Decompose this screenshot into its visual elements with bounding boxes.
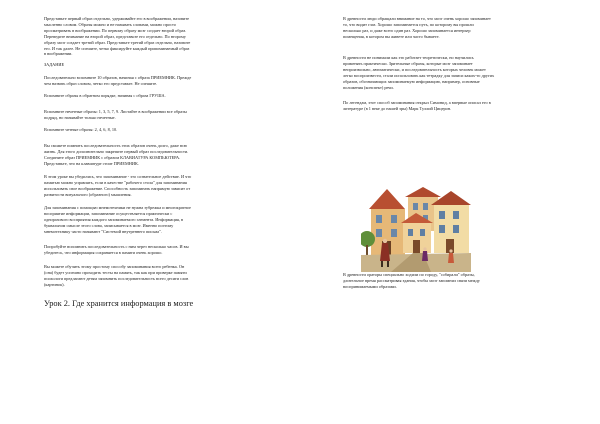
- paragraph-task-even: Вспомните четные образы: 2, 4, 6, 8, 10.: [44, 127, 118, 132]
- assignment-label: ЗАДАНИЕ: [44, 62, 65, 67]
- paragraph-mnemonics: Для запоминания с помощью мнемотехники не нужна зубрежка и многократное восприятие информации, запоминание осуществляется практически с одноразового восприятия каждого запоминаемого элемента. Информация, в буквальном смысле этого слова, записывается в мозг. Именно поэтому мнемотехнику часто называют "Системой внутреннего письма".: [44, 205, 191, 234]
- paragraph-conscious-action: В этом уроке вы убедились, что запоминание - это сознательное действие. И что памятью можно управлять, если в качестве "рабочего стола" для запоминания использовать свое воображение. Способность запоминать напрямую зависит от развитости визуального (образного) мышления.: [44, 174, 192, 197]
- paragraph-task-odd: Вспомните нечетные образы: 1, 3, 5, 7, 9. Листайте в воображении все образы подряд, но называйте только нечетные.: [44, 109, 187, 120]
- town-street-scene-illustration: [361, 183, 471, 272]
- paragraph-practice: В древности не понимали как это работает теоретически, но научились применять практически. Зрительные образы, которые мозг запоминает непроизвольно, автоматически, и последовательность которых человек может легко воспроизвести, стали использовать как тетрадку для записи каких-то других образов, обозначающих запоминаемую информацию, например, основные положения (конспект) речи.: [343, 55, 495, 90]
- paragraph-long-term: Вы сможете помнить последовательность этих образов очень долго, даже всю жизнь. Для этого дополнительно закрепите первый образ последовательности. Соедините образ ПРИЕМНИК с образом КЛАВИАТУРА КОМПЬЮТЕРА. Представьте, что на клавиатуре стоит ПРИЕМНИК.: [44, 143, 189, 166]
- paragraph-task-recall: Последовательно вспомните 10 образов, начиная с образа ПРИЕМНИК. Прежде чем назвать образ словом, четко его представьте. Не спешите.: [44, 75, 192, 86]
- paragraph-intro: Представьте первый образ отдельно, удерживайте его в воображении, назовите мысленно словом. Образы можно и не называть словами, можно просто просматривать в воображении. По первому образу мозг создает второй образ. Переведите внимание на второй образ, представьте его отдельно. По второму образу мозг создает третий образ. Представьте третий образ отдельно, назовите его. И так далее. Не спешите, четко фиксируйте каждый припоминаемый образ в воображении.: [44, 16, 191, 57]
- paragraph-child: Вы можете обучить этому простому способу запоминания всего ребенка. Он (она) будет успешно проходить тесты на память, так как при проверке памяти психологи предлагают детям запомнить последовательность всего десяти слов (картинок).: [44, 264, 189, 287]
- paragraph-legend: По легендам, этот способ запоминания открыл Симонид, а впервые описал его в литературе (в 1 веке до нашей эры) Марк Туллий Цицерон.: [343, 100, 491, 111]
- paragraph-task-reverse: Вспомните образы в обратном порядке, начиная с образа ГРУША.: [44, 93, 166, 98]
- paragraph-orators: В древности ораторы специально ходили по городу, "собирали" образы, длительное время рассматривая здания, чтобы мозг запомнил связи между воспринимаемыми образами.: [343, 272, 480, 289]
- paragraph-check-later: Попробуйте вспомнить последовательность с ним через несколько часов. И вы убедитесь, что информация сохраняется в памяти очень хорошо.: [44, 244, 189, 255]
- paragraph-ancient-memory: В древности люди обращали внимание на то, что мозг очень хорошо запоминает то, что видит глаз. Хорошо запоминается путь, по которому вы прошли несколько раз, и даже всего один раз. Хорошо запоминается интерьер помещения, в котором вы живете или часто бываете.: [343, 16, 491, 39]
- lesson-2-heading: Урок 2. Где хранится информация в мозге: [44, 299, 194, 308]
